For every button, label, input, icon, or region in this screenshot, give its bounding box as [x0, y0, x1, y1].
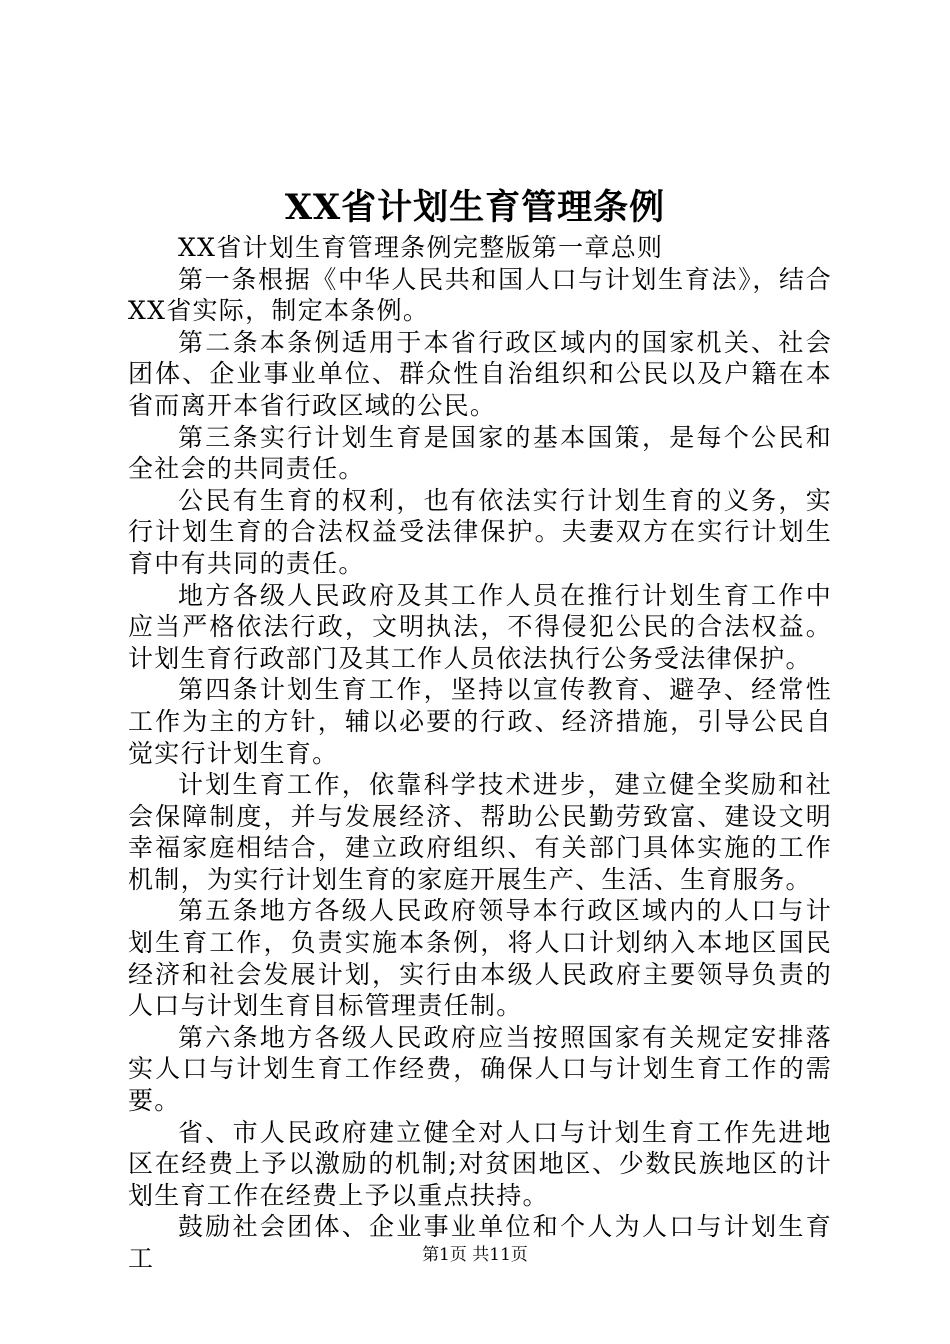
paragraph: 地方各级人民政府及其工作人员在推行计划生育工作中应当严格依法行政，文明执法，不得侵犯公民的合法权益。计划生育行政部门及其工作人员依法执行公务受法律保护。 — [128, 580, 832, 673]
paragraph: 第四条计划生育工作，坚持以宣传教育、避孕、经常性工作为主的方针，辅以必要的行政、经济措施，引导公民自觉实行计划生育。 — [128, 675, 832, 768]
document-title: XX省计划生育管理条例 — [284, 187, 666, 228]
paragraph: 第五条地方各级人民政府领导本行政区域内的人口与计划生育工作，负责实施本条例，将人口计划纳入本地区国民经济和社会发展计划，实行由本级人民政府主要领导负责的人口与计划生育目标管理责任制。 — [128, 896, 832, 1021]
page-number-footer: 第1页 共11页 — [422, 1245, 528, 1265]
paragraph: 公民有生育的权利，也有依法实行计划生育的义务，实行计划生育的合法权益受法律保护。夫妻双方在实行计划生育中有共同的责任。 — [128, 485, 832, 578]
paragraph: XX省计划生育管理条例完整版第一章总则 — [178, 233, 664, 262]
paragraph: 第三条实行计划生育是国家的基本国策，是每个公民和全社会的共同责任。 — [128, 422, 832, 484]
paragraph: 鼓励社会团体、企业事业单位和个人为人口与计划生育工 — [128, 1212, 832, 1273]
paragraph: 省、市人民政府建立健全对人口与计划生育工作先进地区在经费上予以激励的机制;对贫困地区、少数民族地区的计划生育工作在经费上予以重点扶持。 — [128, 1117, 832, 1210]
paragraph: 计划生育工作，依靠科学技术进步，建立健全奖励和社会保障制度，并与发展经济、帮助公民勤劳致富、建设文明幸福家庭相结合，建立政府组织、有关部门具体实施的工作机制，为实行计划生育的家庭开展生产、生活、生育服务。 — [128, 770, 832, 894]
paragraph: 第六条地方各级人民政府应当按照国家有关规定安排落实人口与计划生育工作经费，确保人口与计划生育工作的需要。 — [128, 1022, 832, 1116]
document-body — [128, 232, 832, 1275]
paragraph: 第二条本条例适用于本省行政区域内的国家机关、社会团体、企业事业单位、群众性自治组织和公民以及户籍在本省而离开本省行政区域的公民。 — [128, 327, 832, 420]
paragraph: 第一条根据《中华人民共和国人口与计划生育法》，结合XX省实际，制定本条例。 — [128, 264, 832, 326]
